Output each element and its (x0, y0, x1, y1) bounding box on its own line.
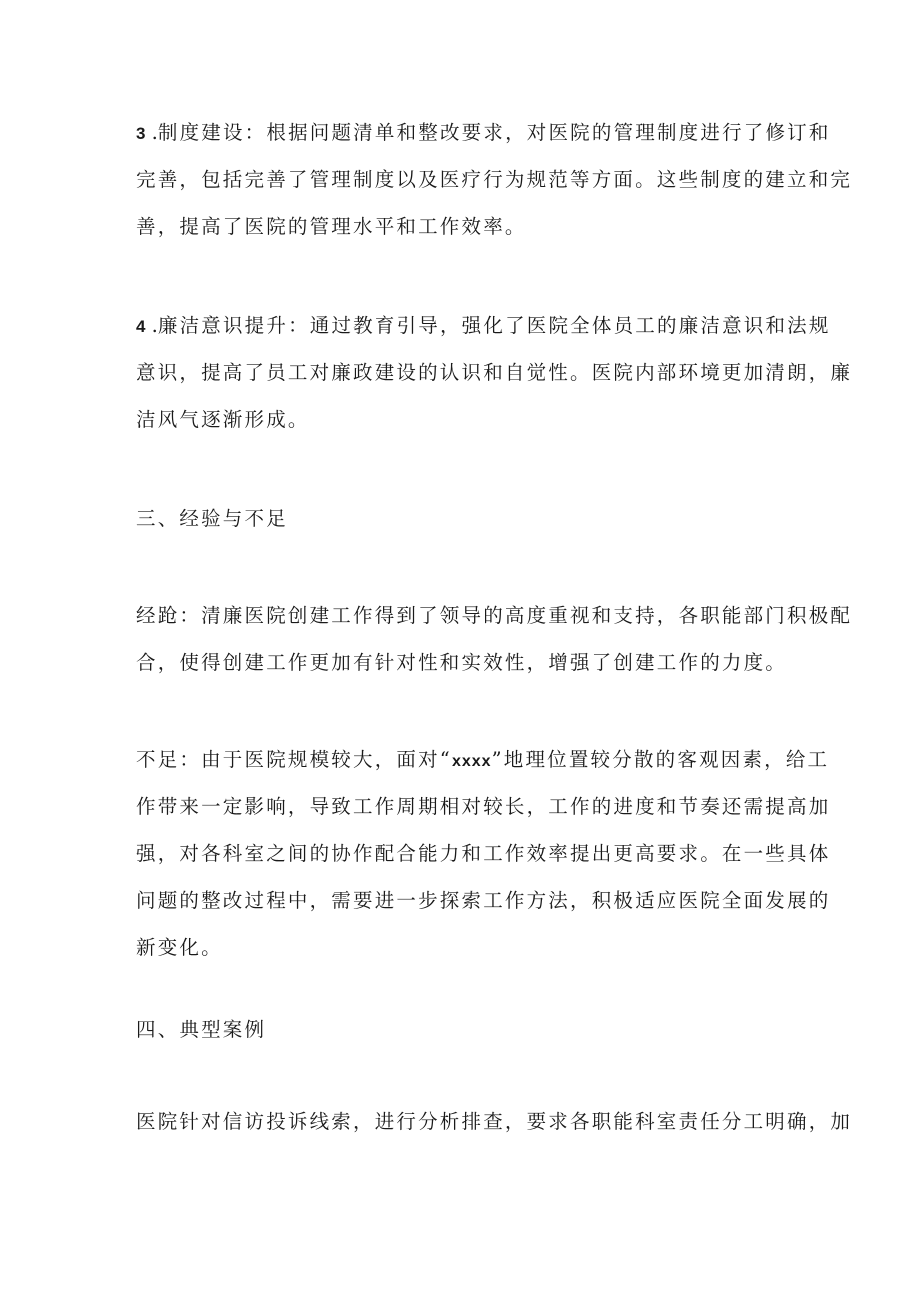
shortcoming-text-c: ”地理位置较分散的客观因素，给工 (491, 748, 830, 771)
item4-line2: 意识，提高了员工对廉政建设的认识和自觉性。医院内部环境更加清朗，廉 (136, 361, 853, 384)
shortcoming-line2: 作带来一定影响，导致工作周期相对较长，工作的进度和节奏还需提高加 (136, 795, 831, 818)
experience-line2: 合，使得创建工作更加有针对性和实效性，增强了创建工作的力度。 (136, 651, 788, 674)
shortcoming-line3: 强，对各科室之间的协作配合能力和工作效率提出更高要求。在一些具体 (136, 842, 831, 865)
shortcoming-line5: 新变化。 (136, 936, 223, 959)
shortcoming-line1 (136, 745, 829, 777)
item3-text: 制度建设：根据问题清单和整改要求，对医院的管理制度进行了修订和 (157, 121, 831, 144)
item3-line3: 善，提高了医院的管理水平和工作效率。 (136, 215, 527, 238)
item3-line2: 完善，包括完善了管理制度以及医疗行为规范等方面。这些制度的建立和完 (136, 168, 853, 191)
item3-number: 3 (136, 124, 146, 143)
shortcoming-placeholder: xxxx (451, 753, 492, 770)
shortcoming-line4: 问题的整改过程中，需要进一步探索工作方法，积极适应医院全面发展的 (136, 889, 831, 912)
item4-line3: 洁风气逐渐形成。 (136, 408, 310, 431)
item4-number: 4 (136, 317, 146, 336)
item3-line1 (136, 118, 831, 149)
item4-text: 廉洁意识提升：通过教育引导，强化了医院全体员工的廉洁意识和法规 (157, 314, 831, 337)
item3-separator: . (145, 121, 158, 144)
item4-separator: . (145, 314, 158, 337)
section4-heading: 四、典型案例 (136, 1018, 267, 1041)
case-line1: 医院针对信访投诉线索，进行分析排查，要求各职能科室责任分工明确，加 (136, 1110, 853, 1133)
shortcoming-text-a: 不足：由于医院规模较大，面对“ (136, 748, 452, 771)
section3-heading: 三、经验与不足 (136, 507, 288, 530)
item4-line1 (136, 311, 831, 342)
experience-line1: 经跄：清廉医院创建工作得到了领导的高度重视和支持，各职能部门积极配 (136, 604, 853, 627)
